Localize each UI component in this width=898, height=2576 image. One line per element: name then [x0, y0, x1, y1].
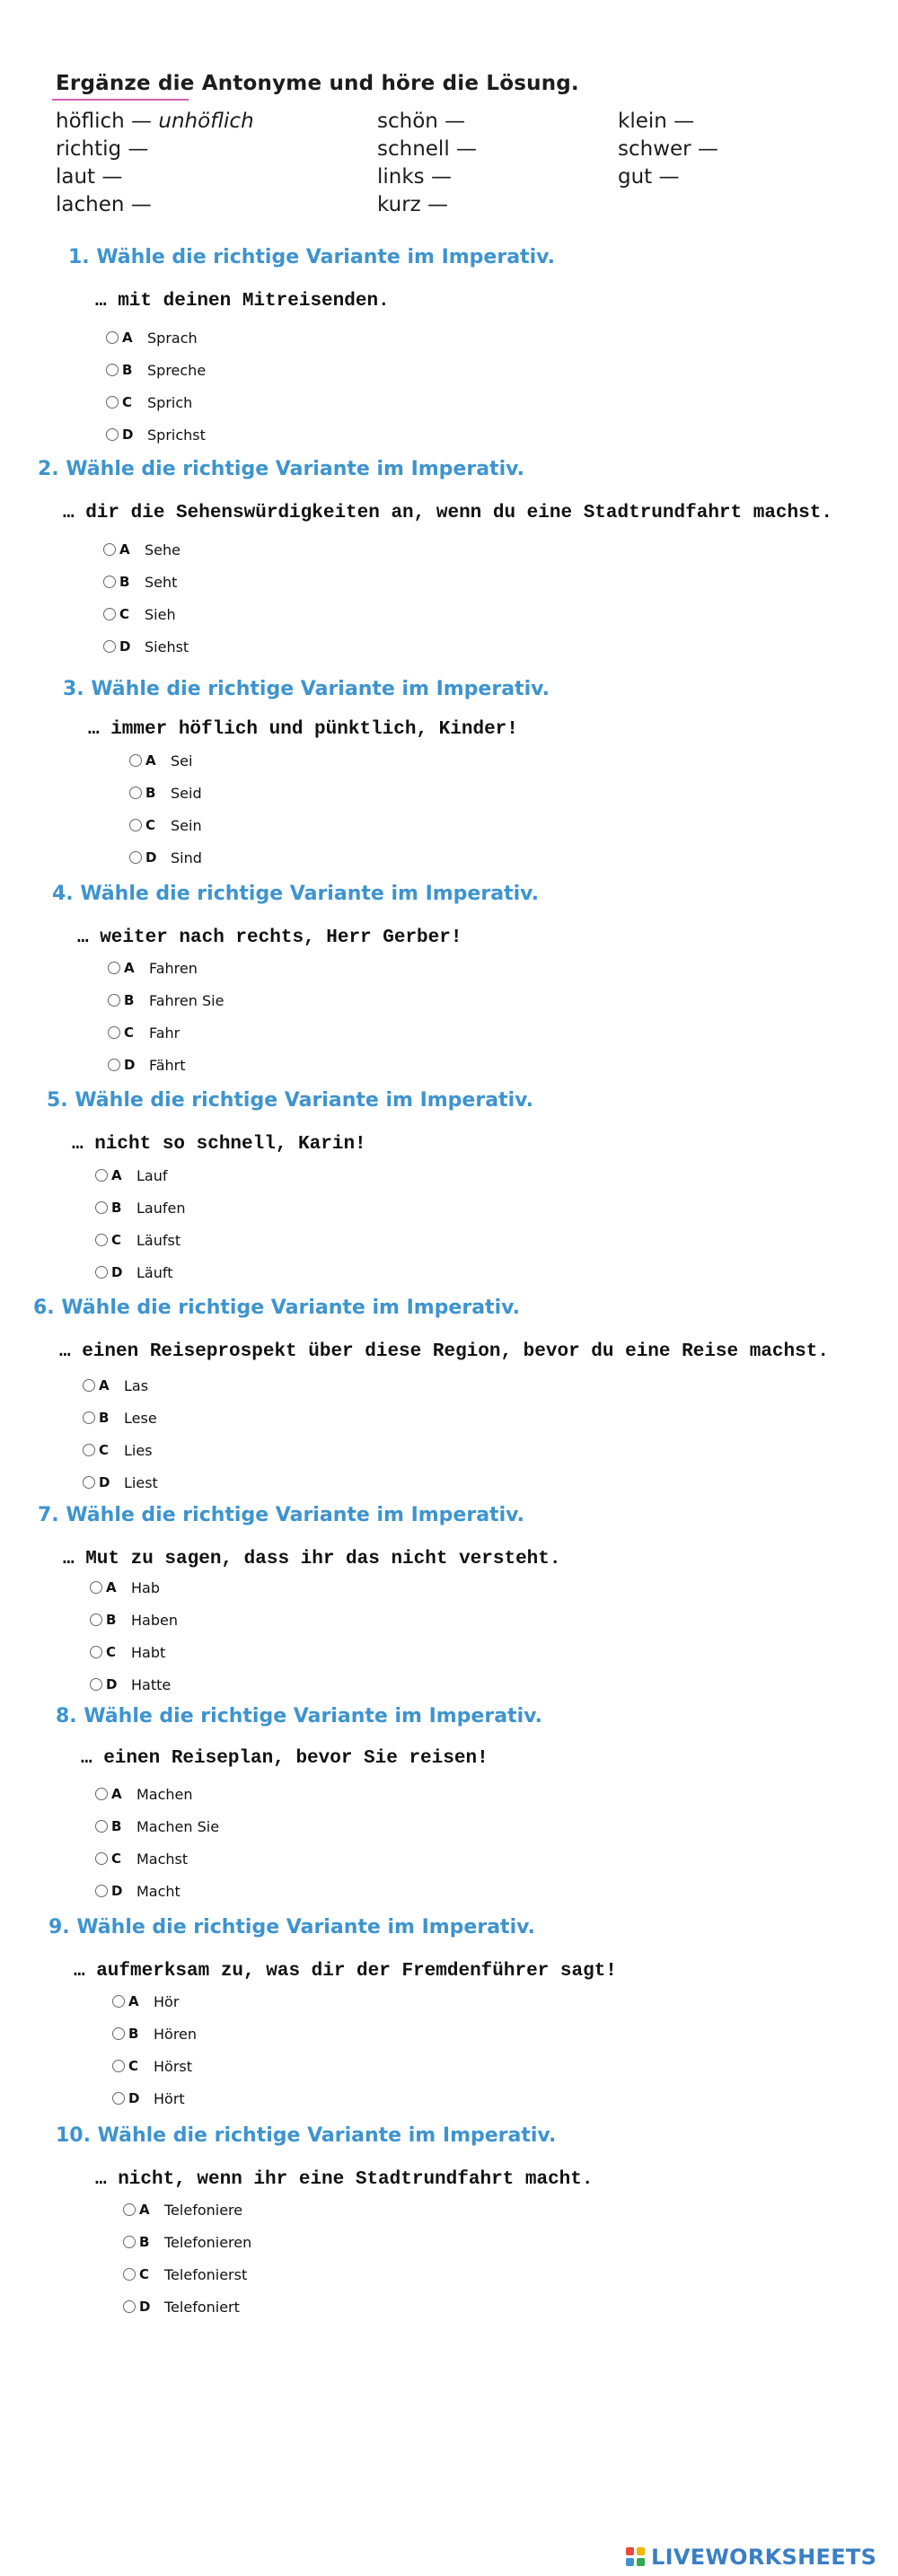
option-letter: B — [111, 1200, 122, 1216]
question-10-option-b[interactable] — [123, 2232, 251, 2252]
antonym-hoeflich[interactable] — [56, 110, 254, 133]
option-letter: A — [128, 1993, 139, 2009]
question-9-heading: 9. Wähle die richtige Variante im Imperativ. — [48, 1916, 536, 1939]
option-text: Hörst — [154, 2057, 193, 2075]
question-1-option-a[interactable] — [106, 328, 198, 347]
option-text: Sein — [171, 816, 202, 834]
option-text: Telefonierst — [164, 2265, 248, 2283]
question-7-option-c[interactable] — [90, 1642, 165, 1662]
option-text: Hört — [154, 2089, 185, 2107]
option-text: Lese — [124, 1409, 157, 1427]
option-letter: D — [106, 1676, 118, 1692]
option-letter: C — [128, 2058, 139, 2074]
question-4-option-b[interactable] — [108, 990, 224, 1010]
radio-button[interactable] — [108, 994, 120, 1007]
question-1-option-d[interactable] — [106, 425, 206, 444]
question-7-option-a[interactable] — [90, 1578, 160, 1597]
option-letter: B — [145, 785, 156, 801]
option-text: Lauf — [136, 1166, 168, 1184]
option-text: Seid — [171, 784, 202, 802]
option-letter: D — [122, 426, 134, 443]
radio-button[interactable] — [106, 428, 119, 441]
option-letter: A — [99, 1377, 110, 1394]
option-text: Fahren Sie — [149, 991, 224, 1009]
question-5-option-c[interactable] — [95, 1230, 180, 1250]
radio-button[interactable] — [108, 1059, 120, 1071]
radio-button[interactable] — [95, 1820, 108, 1833]
radio-button[interactable] — [95, 1169, 108, 1182]
option-letter: A — [106, 1579, 117, 1596]
option-letter: B — [124, 992, 135, 1008]
radio-button[interactable] — [95, 1852, 108, 1865]
radio-button[interactable] — [108, 1026, 120, 1039]
radio-button[interactable] — [123, 2236, 136, 2248]
question-5-prompt: … nicht so schnell, Karin! — [72, 1134, 366, 1155]
radio-button[interactable] — [129, 851, 142, 864]
antonym-laut[interactable]: laut — — [56, 165, 123, 189]
antonym-word: höflich — — [56, 110, 153, 133]
brand-name: LIVEWORKSHEETS — [651, 2545, 877, 2570]
question-6-prompt: … einen Reiseprospekt über diese Region, bevor du eine Reise machst. — [59, 1341, 829, 1362]
option-text: Hör — [154, 1992, 180, 2010]
option-text: Machen — [136, 1785, 193, 1803]
option-letter: A — [111, 1167, 122, 1183]
option-letter: C — [139, 2266, 150, 2282]
question-6-option-c[interactable] — [83, 1440, 153, 1460]
question-4-prompt: … weiter nach rechts, Herr Gerber! — [77, 928, 462, 948]
option-text: Fahren — [149, 959, 198, 977]
option-text: Las — [124, 1376, 149, 1394]
option-text: Läufst — [136, 1231, 181, 1249]
option-letter: A — [139, 2202, 150, 2218]
radio-button[interactable] — [129, 754, 142, 767]
option-letter: B — [111, 1818, 122, 1834]
radio-button[interactable] — [112, 2027, 125, 2040]
option-letter: D — [99, 1474, 110, 1490]
question-6-heading: 6. Wähle die richtige Variante im Imperativ. — [33, 1297, 521, 1319]
option-text: Spreche — [147, 361, 207, 379]
radio-button[interactable] — [106, 331, 119, 344]
question-3-prompt: … immer höflich und pünktlich, Kinder! — [88, 719, 518, 740]
option-letter: C — [111, 1232, 122, 1248]
radio-button[interactable] — [90, 1646, 102, 1658]
radio-button[interactable] — [83, 1476, 95, 1489]
antonym-schwer[interactable]: schwer — — [618, 137, 718, 161]
radio-button[interactable] — [95, 1234, 108, 1246]
radio-button[interactable] — [83, 1444, 95, 1456]
radio-button[interactable] — [108, 962, 120, 974]
option-text: Sprich — [147, 393, 193, 411]
question-3-option-a[interactable] — [129, 751, 192, 770]
option-text: Telefonieren — [164, 2233, 252, 2251]
question-1-option-b[interactable] — [106, 360, 206, 380]
question-1-option-c[interactable] — [106, 392, 192, 412]
option-text: Telefoniere — [164, 2201, 243, 2219]
option-text: Siehst — [145, 637, 189, 655]
question-4-heading: 4. Wähle die richtige Variante im Imperativ. — [52, 883, 540, 905]
option-letter: C — [122, 394, 133, 410]
radio-button[interactable] — [112, 2060, 125, 2072]
radio-button[interactable] — [103, 543, 116, 556]
question-8-option-d[interactable] — [95, 1881, 180, 1901]
radio-button[interactable] — [129, 787, 142, 799]
option-letter: C — [145, 817, 156, 833]
question-4-option-d[interactable] — [108, 1055, 186, 1075]
option-letter: B — [99, 1410, 110, 1426]
option-text: Sind — [171, 848, 202, 866]
question-3-option-d[interactable] — [129, 848, 202, 867]
question-3-option-c[interactable] — [129, 815, 202, 835]
option-text: Läuft — [136, 1263, 173, 1281]
antonym-kurz[interactable]: kurz — — [377, 193, 449, 216]
option-letter: B — [106, 1612, 117, 1628]
option-text: Seht — [145, 573, 178, 591]
title-underline — [52, 99, 189, 101]
option-letter: C — [124, 1024, 135, 1041]
radio-button[interactable] — [106, 396, 119, 409]
option-text: Sieh — [145, 605, 176, 623]
question-6-option-b[interactable] — [83, 1408, 157, 1428]
option-letter: B — [122, 362, 133, 378]
option-letter: B — [119, 574, 130, 590]
radio-button[interactable] — [103, 608, 116, 620]
radio-button[interactable] — [90, 1581, 102, 1594]
question-8-prompt: … einen Reiseplan, bevor Sie reisen! — [81, 1748, 489, 1769]
question-4-option-a[interactable] — [108, 958, 198, 978]
antonym-answer-field[interactable]: unhöflich — [158, 110, 254, 133]
option-letter: D — [124, 1057, 136, 1073]
antonym-gut[interactable]: gut — — [618, 165, 680, 189]
question-1-heading: 1. Wähle die richtige Variante im Imperativ. — [68, 246, 556, 268]
option-letter: B — [139, 2234, 150, 2250]
question-3-heading: 3. Wähle die richtige Variante im Imperativ. — [63, 678, 550, 700]
radio-button[interactable] — [129, 819, 142, 831]
question-10-option-c[interactable] — [123, 2264, 247, 2284]
question-7-heading: 7. Wähle die richtige Variante im Imperativ. — [38, 1504, 525, 1526]
option-letter: D — [111, 1264, 123, 1280]
question-5-option-d[interactable] — [95, 1262, 172, 1282]
option-text: Telefoniert — [164, 2298, 240, 2316]
option-text: Sei — [171, 752, 193, 769]
radio-button[interactable] — [95, 1885, 108, 1897]
option-text: Sprichst — [147, 426, 206, 444]
radio-button[interactable] — [103, 640, 116, 653]
question-10-prompt: … nicht, wenn ihr eine Stadtrundfahrt macht. — [95, 2169, 594, 2190]
question-9-option-a[interactable] — [112, 1991, 179, 2011]
option-letter: D — [139, 2299, 151, 2315]
option-text: Liest — [124, 1473, 158, 1491]
option-letter: C — [111, 1851, 122, 1867]
radio-button[interactable] — [83, 1411, 95, 1424]
option-text: Lies — [124, 1441, 153, 1459]
radio-button[interactable] — [83, 1379, 95, 1392]
option-letter: A — [145, 752, 156, 769]
question-2-option-c[interactable] — [103, 604, 176, 624]
antonym-schnell[interactable]: schnell — — [377, 137, 478, 161]
radio-button[interactable] — [112, 1995, 125, 2008]
question-8-option-b[interactable] — [95, 1816, 219, 1836]
antonym-lachen[interactable]: lachen — — [56, 193, 152, 216]
radio-button[interactable] — [106, 364, 119, 376]
option-letter: C — [99, 1442, 110, 1458]
option-letter: A — [119, 541, 130, 558]
radio-button[interactable] — [95, 1266, 108, 1279]
question-9-prompt: … aufmerksam zu, was dir der Fremdenführer sagt! — [74, 1961, 617, 1982]
option-text: Macht — [136, 1882, 180, 1900]
radio-button[interactable] — [95, 1201, 108, 1214]
option-text: Machen Sie — [136, 1817, 220, 1835]
option-text: Hatte — [131, 1675, 172, 1693]
option-letter: D — [111, 1883, 123, 1899]
option-letter: D — [119, 638, 131, 655]
option-text: Habt — [131, 1643, 166, 1661]
option-letter: B — [128, 2026, 139, 2042]
question-8-option-c[interactable] — [95, 1849, 188, 1868]
question-5-option-b[interactable] — [95, 1198, 185, 1218]
option-letter: D — [145, 849, 157, 866]
liveworksheets-logo-icon — [626, 2547, 646, 2567]
radio-button[interactable] — [90, 1678, 102, 1691]
option-text: Fährt — [149, 1056, 186, 1074]
question-7-option-b[interactable] — [90, 1610, 178, 1630]
option-text: Haben — [131, 1611, 178, 1629]
option-letter: C — [119, 606, 130, 622]
question-2-prompt: … dir die Sehenswürdigkeiten an, wenn du eine Stadtrundfahrt machst. — [63, 503, 832, 523]
question-10-option-d[interactable] — [123, 2297, 240, 2317]
question-2-option-a[interactable] — [103, 540, 180, 559]
question-9-option-c[interactable] — [112, 2056, 192, 2076]
option-text: Sprach — [147, 329, 198, 347]
question-3-option-b[interactable] — [129, 783, 202, 803]
question-7-prompt: … Mut zu sagen, dass ihr das nicht versteht. — [63, 1549, 561, 1569]
radio-button[interactable] — [123, 2300, 136, 2313]
option-letter: D — [128, 2090, 140, 2106]
option-letter: A — [111, 1786, 122, 1802]
option-letter: A — [124, 960, 135, 976]
liveworksheets-brand[interactable] — [626, 2545, 876, 2570]
option-text: Sehe — [145, 541, 180, 558]
question-4-option-c[interactable] — [108, 1023, 180, 1042]
question-1-prompt: … mit deinen Mitreisenden. — [95, 291, 390, 312]
antonym-richtig[interactable]: richtig — — [56, 137, 149, 161]
option-letter: A — [122, 330, 133, 346]
option-letter: C — [106, 1644, 117, 1660]
antonym-links[interactable]: links — — [377, 165, 452, 189]
question-9-option-d[interactable] — [112, 2088, 185, 2108]
question-6-option-d[interactable] — [83, 1473, 158, 1492]
radio-button[interactable] — [103, 576, 116, 588]
option-text: Fahr — [149, 1024, 180, 1042]
radio-button[interactable] — [90, 1613, 102, 1626]
option-text: Laufen — [136, 1199, 186, 1217]
question-2-option-d[interactable] — [103, 637, 189, 656]
question-10-option-a[interactable] — [123, 2200, 242, 2220]
question-9-option-b[interactable] — [112, 2024, 197, 2044]
radio-button[interactable] — [123, 2203, 136, 2216]
question-5-heading: 5. Wähle die richtige Variante im Imperativ. — [47, 1089, 534, 1112]
radio-button[interactable] — [95, 1788, 108, 1800]
question-8-heading: 8. Wähle die richtige Variante im Imperativ. — [56, 1705, 543, 1728]
radio-button[interactable] — [123, 2268, 136, 2281]
option-text: Hab — [131, 1578, 160, 1596]
radio-button[interactable] — [112, 2092, 125, 2105]
question-7-option-d[interactable] — [90, 1675, 171, 1694]
task-title: Ergänze die Antonyme und höre die Lösung. — [56, 72, 579, 95]
option-text: Hören — [154, 2025, 198, 2043]
question-10-heading: 10. Wähle die richtige Variante im Imperativ. — [56, 2124, 557, 2147]
question-5-option-a[interactable] — [95, 1165, 168, 1185]
question-6-option-a[interactable] — [83, 1376, 148, 1395]
antonym-schoen[interactable]: schön — — [377, 110, 466, 133]
antonym-klein[interactable]: klein — — [618, 110, 695, 133]
question-2-option-b[interactable] — [103, 572, 177, 592]
option-text: Machst — [136, 1850, 189, 1868]
question-2-heading: 2. Wähle die richtige Variante im Imperativ. — [38, 458, 525, 480]
question-8-option-a[interactable] — [95, 1784, 193, 1804]
